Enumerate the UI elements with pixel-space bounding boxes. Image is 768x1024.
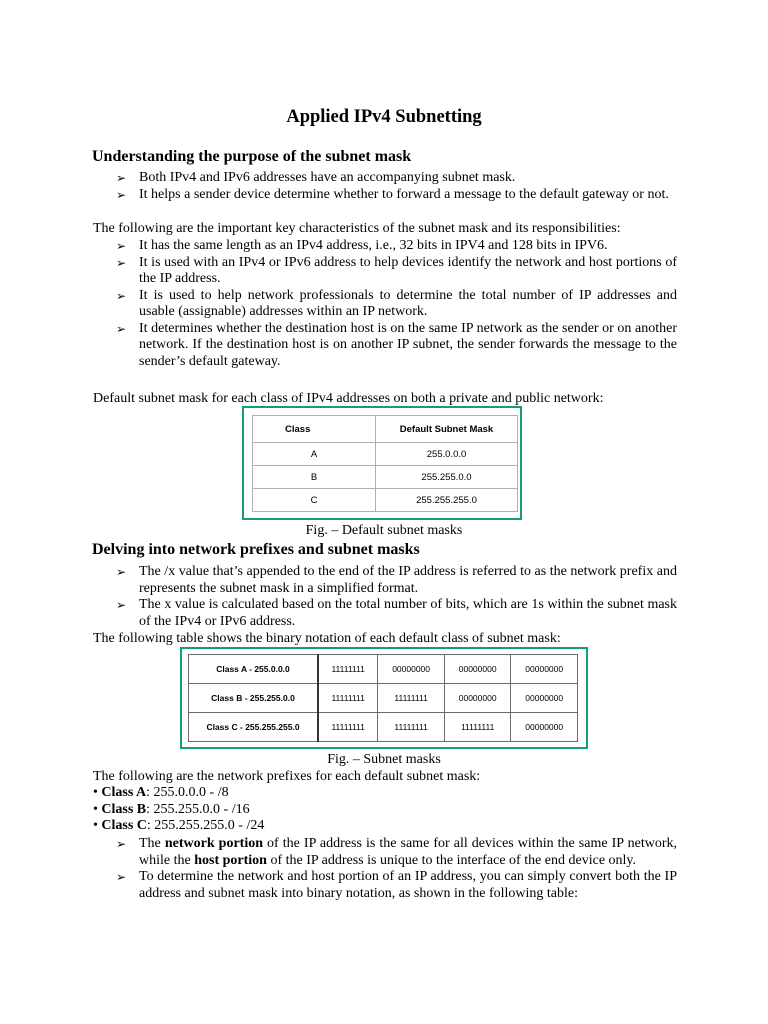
table-cell-octet: 11111111 [318,655,378,684]
row-header-class-a: Class A - 255.0.0.0 [189,655,319,684]
figure-caption-default-masks: Fig. – Default subnet masks [305,523,463,538]
table-cell-octet: 00000000 [511,684,578,713]
list-item: ➢ It helps a sender device determine whether to forward a message to the default gateway or not. [116,186,669,202]
arrow-bullet-icon: ➢ [116,837,127,851]
table-row [253,489,518,512]
class-prefix-list [93,785,677,835]
list-item: ➢ The network portion of the IP address is the same for all devices within the same IP network, while the host portion of the IP address is unique to the interface of the end device only. [116,836,677,868]
list-item: ➢ It is used to help network professionals to determine the total number of IP addresses and usable (assignable) addresses within an IP network. [116,287,677,319]
table-cell-octet: 00000000 [511,655,578,684]
table-row [189,713,578,742]
table-cell-mask: 255.0.0.0 [376,443,518,466]
list-item: • Class C: 255.255.255.0 - /24 [93,818,265,833]
arrow-bullet-icon: ➢ [116,598,127,612]
default-subnet-mask-table [252,415,518,512]
arrow-bullet-icon: ➢ [116,187,127,202]
arrow-bullet-icon: ➢ [116,870,127,884]
characteristics-intro: The following are the important key characteristics of the subnet mask and its responsibilities: [93,221,621,236]
table-row [189,684,578,713]
portion-bullet-list [93,836,677,902]
binary-table-intro: The following table shows the binary notation of each default class of subnet mask: [93,631,561,646]
table-cell-octet: 00000000 [444,655,511,684]
column-header-mask: Default Subnet Mask [376,416,518,443]
list-item: ➢ The /x value that’s appended to the end of the IP address is referred to as the network prefix and represents the subnet mask in a simplified format. [116,564,677,596]
arrow-bullet-icon: ➢ [116,288,127,303]
prefix-bullet-list [93,564,677,630]
list-item: ➢ It determines whether the destination host is on the same IP network as the sender or on another network. If the destination host is on another IP subnet, the sender forwards the message to the sender’s default gateway. [116,320,677,369]
table-cell-octet: 11111111 [444,713,511,742]
arrow-bullet-icon: ➢ [116,321,127,336]
table-cell-octet: 11111111 [318,713,378,742]
table-cell-octet: 11111111 [378,684,445,713]
figure-caption-subnet-masks: Fig. – Subnet masks [327,752,441,767]
table-row [253,443,518,466]
arrow-bullet-icon: ➢ [116,171,127,185]
table-row [253,466,518,489]
list-item: ➢ It has the same length as an IPv4 address, i.e., 32 bits in IPV4 and 128 bits in IPV6. [116,238,608,253]
list-item: ➢ The x value is calculated based on the total number of bits, which are 1s within the subnet mask of the IPv4 or IPv6 address. [116,597,677,629]
arrow-bullet-icon: ➢ [116,565,127,579]
purpose-bullet-list [93,170,677,203]
list-item: • Class B: 255.255.0.0 - /16 [93,801,250,817]
table-cell-mask: 255.255.0.0 [376,466,518,489]
list-item: ➢ It is used with an IPv4 or IPv6 address to help devices identify the network and host portions of the IP address. [116,254,677,286]
row-header-class-b: Class B - 255.255.0.0 [189,684,319,713]
section-heading-subnet-mask-purpose: Understanding the purpose of the subnet mask [92,148,412,165]
page-title: Applied IPv4 Subnetting [286,107,482,127]
list-item: ➢ To determine the network and host portion of an IP address, you can simply convert both the IP address and subnet mask into binary notation, as shown in the following table: [116,869,677,901]
characteristics-bullet-list [93,238,677,370]
arrow-bullet-icon: ➢ [116,255,127,270]
section-heading-prefixes: Delving into network prefixes and subnet masks [92,541,420,558]
prefix-list-intro: The following are the network prefixes for each default subnet mask: [93,769,481,784]
binary-subnet-mask-table [188,654,578,742]
table-cell-octet: 00000000 [511,713,578,742]
table-cell-octet: 11111111 [318,684,378,713]
column-header-class: Class [253,416,376,443]
list-item: ➢ Both IPv4 and IPv6 addresses have an accompanying subnet mask. [116,170,516,185]
default-mask-intro: Default subnet mask for each class of IPv4 addresses on both a private and public network: [93,391,604,406]
table-cell-octet: 00000000 [444,684,511,713]
table-cell-class: A [253,443,376,466]
table-cell-class: B [253,466,376,489]
table-cell-octet: 00000000 [378,655,445,684]
row-header-class-c: Class C - 255.255.255.0 [189,713,319,742]
table-cell-class: C [253,489,376,512]
arrow-bullet-icon: ➢ [116,239,127,253]
table-header-row [253,416,518,443]
table-cell-octet: 11111111 [378,713,445,742]
table-row [189,655,578,684]
table-cell-mask: 255.255.255.0 [376,489,518,512]
list-item: • Class A: 255.0.0.0 - /8 [93,785,229,800]
